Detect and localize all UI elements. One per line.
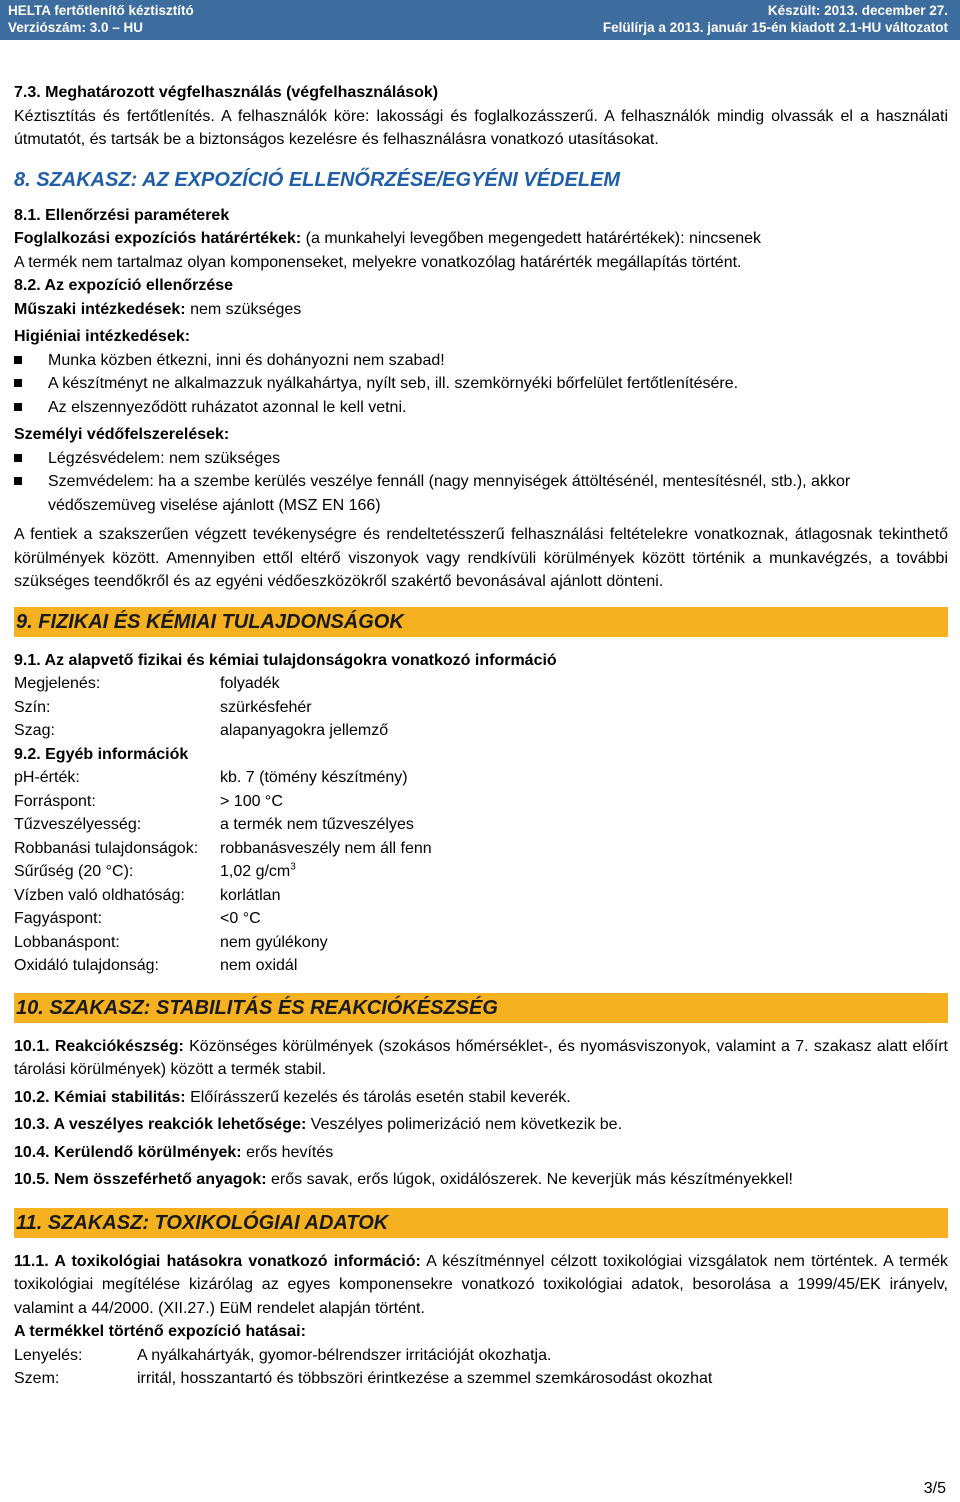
- exposure-effects-label: A termékkel történő expozíció hatásai:: [14, 1323, 306, 1340]
- section-7-3-text: Kéztisztítás és fertőtlenítés. A felhasználók köre: lakossági és foglalkozásszerű. A felhasználók mindig olvassák el a használati útmutatót, és tartsák be a biztonságos kezelésre és felhasználásra vonatkozó utasításokat.: [14, 107, 948, 148]
- section-9-2-title: 9.2. Egyéb információk: [14, 745, 189, 763]
- section-9-1-title: 9.1. Az alapvető fizikai és kémiai tulajdonságokra vonatkozó információ: [14, 651, 557, 669]
- hygiene-list: [14, 349, 948, 420]
- bullet-icon: [14, 477, 22, 485]
- item-10-3: 10.3. A veszélyes reakciók lehetősége: Veszélyes polimerizáció nem következik be.: [14, 1116, 623, 1133]
- supersedes-note: Felülírja a 2013. január 15-én kiadott 2.1-HU változatot: [602, 20, 948, 35]
- density-value: 1,02 g/cm: [220, 863, 291, 880]
- section-8-2-title: 8.2. Az expozíció ellenőrzése: [14, 277, 234, 294]
- property-row: Megjelenés: folyadék: [14, 675, 280, 692]
- hygiene-label: Higiéniai intézkedések:: [14, 328, 191, 345]
- document-body: [14, 40, 948, 1391]
- ppe-list: [14, 447, 948, 518]
- tech-text: nem szükséges: [185, 300, 302, 318]
- effect-row: Szem: irritál, hosszantartó és többszöri érintkezése a szemmel szemkárosodást okozhat: [14, 1370, 713, 1387]
- bullet-icon: [14, 403, 22, 411]
- section-8-title: 8. SZAKASZ: AZ EXPOZÍCIÓ ELLENŐRZÉSE/EGYÉNI VÉDELEM: [14, 168, 620, 191]
- no-components-text: A termék nem tartalmaz olyan komponenseket, melyekre vonatkozólag határérték megállapítás történt.: [14, 253, 742, 271]
- item-10-5: 10.5. Nem összeférhető anyagok: erős savak, erős lúgok, oxidálószerek. Ne keverjük más készítményekkel!: [14, 1171, 793, 1188]
- bullet-icon: [14, 454, 22, 462]
- item-10-1: 10.1. Reakciókészség: Közönséges körülmények (szokásos hőmérséklet-, és nyomásviszonyok, valamint a 7. szakasz alatt előírt tárolási körülmények) között a termék stabil.: [14, 1037, 948, 1078]
- property-row: Fagyáspont: <0 °C: [14, 910, 261, 927]
- list-item: A készítményt ne alkalmazzuk nyálkahártya, nyílt seb, ill. szemkörnyéki bőrfelület fertőtlenítésére.: [14, 372, 948, 396]
- property-row: Forráspont: > 100 °C: [14, 792, 283, 810]
- section-8-1-title: 8.1. Ellenőrzési paraméterek: [14, 206, 230, 224]
- tech-label: Műszaki intézkedések:: [14, 300, 186, 318]
- property-row: Tűzveszélyesség: a termék nem tűzveszélyes: [14, 816, 414, 833]
- version-number: Verziószám: 3.0 – HU: [8, 20, 144, 35]
- item-11-1: 11.1. A toxikológiai hatásokra vonatkozó információ: A készítménnyel célzott toxikológiai vizsgálatok nem történtek. A termék toxikológiai megítélése kizárólag az egyes komponensekre vonatkozó toxikológiai adatok, besorolása a 1999/45/EK irányelv, valamint a 44/2000. (XII.27.) EüM rendelet alapján történt.: [14, 1252, 948, 1317]
- property-row: pH-érték: kb. 7 (tömény készítmény): [14, 769, 408, 786]
- oel-paragraph: [14, 227, 948, 251]
- item-10-2: 10.2. Kémiai stabilitás: Előírásszerű kezelés és tárolás esetén stabil keverék.: [14, 1088, 571, 1106]
- list-item: Légzésvédelem: nem szükséges: [14, 447, 948, 471]
- tech-measures: [14, 298, 948, 322]
- bullet-icon: [14, 356, 22, 364]
- section-7-3-title: 7.3. Meghatározott végfelhasználás (végfelhasználások): [14, 84, 439, 101]
- item-10-4: 10.4. Kerülendő körülmények: erős hevítés: [14, 1143, 334, 1161]
- prepared-date: Készült: 2013. december 27.: [767, 3, 948, 18]
- product-name: HELTA fertőtlenítő kéztisztító: [8, 3, 194, 18]
- list-item: Szemvédelem: ha a szembe kerülés veszélye fennáll (nagy mennyiségek áttöltésénél, mentesítésnél, stb.), akkor védőszemüveg viselése ajánlott (MSZ EN 166): [14, 470, 948, 517]
- page-number: 3/5: [923, 1480, 946, 1497]
- density-row: Sűrűség (20 °C): 1,02 $g/cm^3$: [14, 861, 296, 880]
- oel-text: (a munkahelyi levegőben megengedett határértékek): nincsenek: [301, 230, 762, 247]
- ppe-label: Személyi védőfelszerelések:: [14, 426, 230, 443]
- property-row: Lobbanáspont: nem gyúlékony: [14, 933, 328, 951]
- density-exponent: 3: [290, 861, 296, 873]
- property-row: Oxidáló tulajdonság: nem oxidál: [14, 957, 298, 974]
- section-10-title: 10. SZAKASZ: STABILITÁS ÉS REAKCIÓKÉSZSÉG: [14, 993, 948, 1023]
- property-row: Vízben való oldhatóság: korlátlan: [14, 886, 281, 904]
- section-8-closing: A fentiek a szakszerűen végzett tevékenységre és rendeltetésszerű felhasználási feltételekre vonatkoznak, átlagosnak tekinthető körülmények között. Amennyiben ettől eltérő viszonyok vagy rendkívüli körülmények között történik a munkavégzés, a további szükséges teendőkről és az egyéni védőeszközökről szakértő bevonásával ajánlott dönteni.: [14, 526, 948, 590]
- document-header: [0, 0, 960, 40]
- property-row: Robbanási tulajdonságok: robbanásveszély nem áll fenn: [14, 839, 432, 857]
- list-item: Az elszennyeződött ruházatot azonnal le kell vetni.: [14, 396, 948, 420]
- effect-row: Lenyelés: A nyálkahártyák, gyomor-bélrendszer irritációját okozhatja.: [14, 1346, 552, 1364]
- property-row: Szín: szürkésfehér: [14, 698, 312, 716]
- property-row: Szag: alapanyagokra jellemző: [14, 722, 389, 739]
- bullet-icon: [14, 379, 22, 387]
- oel-label: Foglalkozási expozíciós határértékek:: [14, 230, 302, 247]
- list-item: Munka közben étkezni, inni és dohányozni nem szabad!: [14, 349, 948, 373]
- section-9-title: 9. FIZIKAI ÉS KÉMIAI TULAJDONSÁGOK: [14, 607, 948, 637]
- section-11-title: 11. SZAKASZ: TOXIKOLÓGIAI ADATOK: [14, 1208, 948, 1238]
